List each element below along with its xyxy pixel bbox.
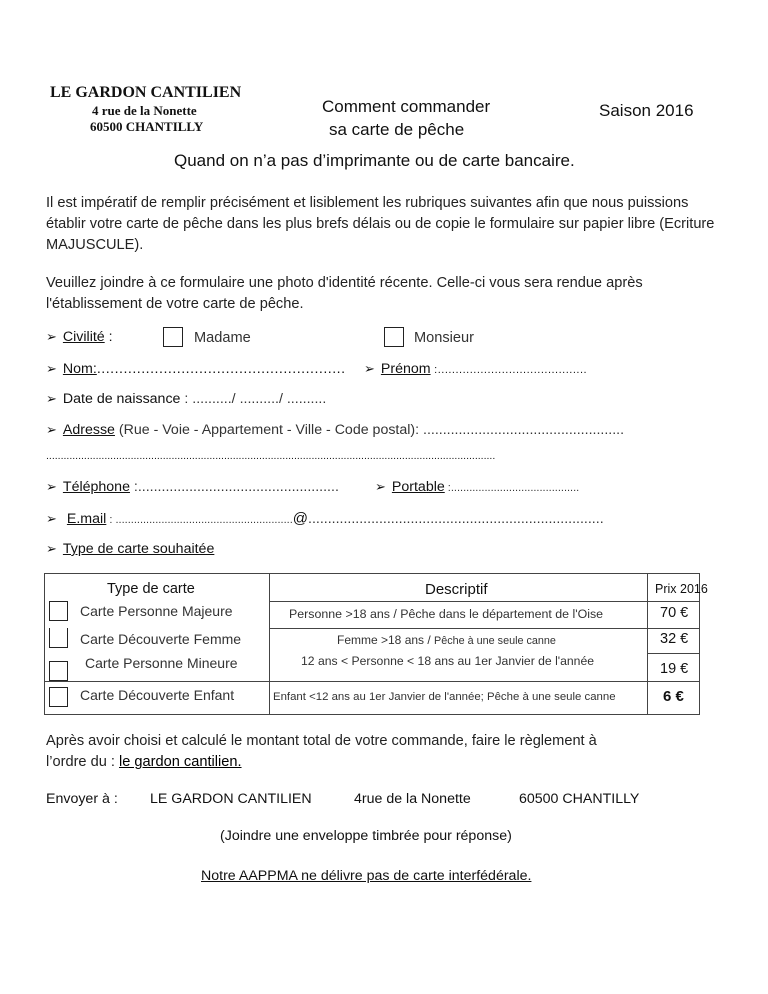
civility-label: Civilité — [62, 329, 105, 345]
row-enfant-type: Carte Découverte Enfant — [80, 687, 235, 703]
club-name: LE GARDON CANTILIEN — [50, 84, 242, 101]
name-row — [46, 361, 346, 377]
row-majeure-desc: Personne >18 ans / Pêche dans le département de l'Oise — [289, 607, 604, 621]
row-mineure-desc: 12 ans < Personne < 18 ans au 1er Janvier de l'année — [301, 654, 595, 668]
intro-paragraph-1: Il est impératif de remplir précisément et lisiblement les rubriques suivantes afin que nous puissions établir votre carte de pêche dans les plus brefs délais ou de copie le formulaire sur papier libre (Ecriture MAJUSCULE). — [46, 195, 715, 253]
title-line1: Comment commander — [322, 97, 491, 116]
email-label: E.mail — [66, 511, 107, 527]
bullet-icon: ➢ — [46, 361, 57, 376]
nom-field[interactable]: ........................................................ — [96, 361, 346, 377]
payment-line-2 — [46, 752, 726, 773]
row-mineure-price: 19 € — [660, 661, 689, 677]
row-enfant-desc: Enfant <12 ans au 1er Janvier de l'année; Pêche à une seule canne — [273, 691, 616, 703]
send-name: LE GARDON CANTILIEN — [150, 791, 312, 807]
phone-row — [46, 479, 339, 495]
federal-note: Notre AAPPMA ne délivre pas de carte interfédérale. — [201, 868, 532, 884]
row-femme-desc-b: Pêche à une seule canne — [434, 635, 556, 647]
bullet-icon: ➢ — [46, 329, 57, 344]
send-label: Envoyer à : — [46, 791, 118, 807]
card-table — [44, 573, 708, 715]
bullet-icon: ➢ — [46, 479, 57, 494]
row-femme-desc-a: Femme >18 ans / — [337, 633, 435, 647]
payment-line-1: Après avoir choisi et calculé le montant total de votre commande, faire le règlement à — [46, 733, 597, 749]
card-type-row — [46, 541, 214, 557]
checkbox-enfant[interactable] — [49, 687, 68, 707]
birth-row — [46, 391, 326, 407]
email-row — [46, 510, 604, 527]
row-enfant-price: 6 € — [663, 688, 684, 705]
send-street: 4rue de la Nonette — [354, 791, 471, 807]
address-line-2[interactable]: .......................................................................................................................................................... — [46, 450, 496, 462]
club-city: 60500 CHANTILLY — [90, 119, 204, 134]
birth-label: Date de naissance — [62, 391, 181, 407]
bullet-icon: ➢ — [46, 541, 57, 556]
monsieur-label: Monsieur — [414, 330, 475, 346]
row-femme-desc — [337, 633, 556, 647]
prenom-row — [364, 361, 587, 377]
mobile-field[interactable]: :.......................................... — [444, 482, 580, 494]
bullet-icon: ➢ — [46, 511, 57, 526]
prenom-label: Prénom — [380, 361, 431, 377]
email-field-user[interactable]: : .......................................................... — [106, 514, 293, 526]
payment-order-label: l’ordre du : — [46, 754, 120, 770]
bullet-icon: ➢ — [364, 361, 375, 376]
address-field[interactable]: (Rue - Voie - Appartement - Ville - Code postal): ................................................... — [114, 422, 625, 438]
bullet-icon: ➢ — [46, 391, 57, 406]
row-femme-type: Carte Découverte Femme — [80, 631, 242, 647]
subtitle: Quand on n’a pas d’imprimante ou de carte bancaire. — [174, 151, 575, 170]
mobile-row — [375, 479, 579, 495]
monsieur-checkbox[interactable] — [384, 327, 404, 347]
phone-label: Téléphone — [62, 479, 130, 495]
row-majeure-type: Carte Personne Majeure — [80, 603, 233, 619]
payment-order-name: le gardon cantilien. — [119, 754, 242, 770]
email-field-domain[interactable]: ........................................................................... — [308, 511, 604, 527]
club-street: 4 rue de la Nonette — [92, 103, 197, 118]
phone-field[interactable]: :................................................... — [129, 479, 339, 495]
address-label: Adresse — [62, 422, 115, 438]
header-price: Prix 2016 — [655, 582, 708, 596]
envelope-note: (Joindre une enveloppe timbrée pour réponse) — [220, 828, 512, 844]
checkbox-majeure[interactable] — [49, 601, 68, 621]
row-femme-price: 32 € — [660, 631, 689, 647]
send-city: 60500 CHANTILLY — [519, 791, 640, 807]
at-sign: @ — [292, 510, 308, 527]
civility-row — [46, 329, 113, 345]
birth-field[interactable]: : ........../ ........../ .......... — [180, 391, 327, 407]
intro-paragraph-2: Veuillez joindre à ce formulaire une photo d'identité récente. Celle-ci vous sera rendue après l'établissement de votre carte de pêche. — [46, 275, 643, 312]
bullet-icon: ➢ — [375, 479, 386, 494]
card-type-label: Type de carte souhaitée — [62, 541, 215, 557]
nom-label: Nom: — [62, 361, 97, 377]
row-mineure-type: Carte Personne Mineure — [85, 655, 238, 671]
checkbox-femme[interactable] — [49, 628, 68, 648]
mobile-label: Portable — [391, 479, 445, 495]
header-type: Type de carte — [107, 581, 195, 597]
title-line2: sa carte de pêche — [329, 120, 465, 139]
header-desc: Descriptif — [425, 581, 488, 598]
row-majeure-price: 70 € — [660, 605, 689, 621]
bullet-icon: ➢ — [46, 422, 57, 437]
season: Saison 2016 — [599, 101, 694, 120]
civility-separator: : — [104, 329, 113, 345]
checkbox-mineure[interactable] — [49, 661, 68, 681]
address-row — [46, 422, 624, 438]
madame-label: Madame — [194, 330, 251, 346]
madame-checkbox[interactable] — [163, 327, 183, 347]
prenom-field[interactable]: :.......................................... — [430, 364, 588, 376]
